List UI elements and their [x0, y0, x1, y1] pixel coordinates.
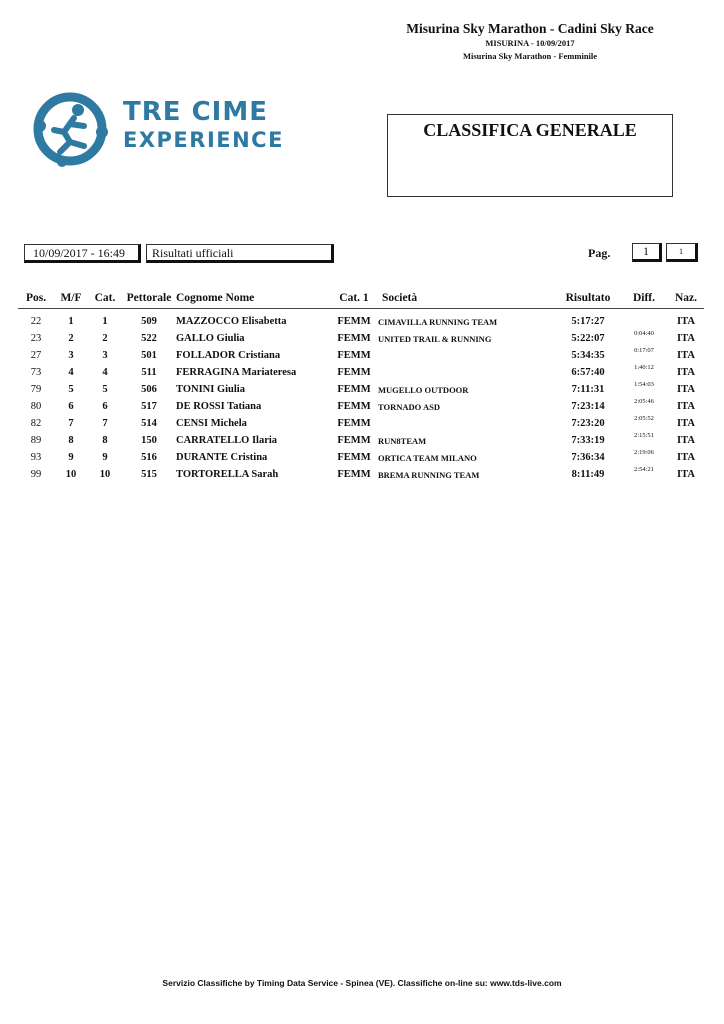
- runner-in-ring-icon: [30, 90, 112, 168]
- table-row: [18, 415, 704, 432]
- cell-diff: 0:17:07: [634, 347, 654, 354]
- cell-bib: 501: [141, 350, 157, 361]
- cell-mf: 7: [68, 418, 74, 429]
- logo-text-line1: TRE CIME: [123, 97, 268, 127]
- cell-cat: 6: [102, 401, 108, 412]
- header-diff: Diff.: [620, 288, 668, 309]
- cell-bib: 511: [141, 367, 157, 378]
- cell-result: 5:17:27: [571, 316, 605, 327]
- cell-team: UNITED TRAIL & RUNNING: [378, 333, 492, 344]
- cell-pos: 23: [30, 333, 42, 344]
- table-row: [18, 432, 704, 449]
- cell-pos: 27: [30, 350, 42, 361]
- cell-cat1: FEMM: [337, 401, 371, 412]
- cell-name: CARRATELLO Ilaria: [176, 435, 278, 446]
- cell-team: RUN8TEAM: [378, 435, 427, 446]
- cell-cat1: FEMM: [337, 384, 371, 395]
- cell-naz: ITA: [677, 401, 695, 412]
- cell-team: CIMAVILLA RUNNING TEAM: [378, 316, 498, 327]
- cell-name: DURANTE Cristina: [176, 452, 268, 463]
- cell-cat: 9: [102, 452, 108, 463]
- cell-result: 8:11:49: [571, 469, 605, 480]
- footer-credits: Servizio Classifiche by Timing Data Service - Spinea (VE). Classifiche on-line su: www.tds-live.com: [162, 978, 562, 988]
- cell-cat1: FEMM: [337, 316, 371, 327]
- cell-diff: 2:15:51: [634, 432, 654, 439]
- cell-bib: 509: [141, 316, 157, 327]
- results-table: [18, 288, 704, 483]
- cell-naz: ITA: [677, 333, 695, 344]
- cell-pos: 79: [30, 384, 42, 395]
- cell-name: TONINI Giulia: [176, 384, 245, 395]
- cell-mf: 9: [68, 452, 74, 463]
- cell-mf: 6: [68, 401, 74, 412]
- header-cat: Cat.: [88, 288, 122, 309]
- cell-team: [378, 347, 556, 364]
- table-row: [18, 381, 704, 398]
- cell-cat1: FEMM: [337, 435, 371, 446]
- cell-cat1: FEMM: [337, 418, 371, 429]
- cell-diff: 2:05:46: [634, 398, 654, 405]
- cell-pos: 99: [30, 469, 42, 480]
- cell-team: TORNADO ASD: [378, 401, 440, 412]
- status-box: Risultati ufficiali: [146, 244, 334, 263]
- cell-diff: 1:54:03: [634, 381, 654, 388]
- cell-cat: 8: [102, 435, 108, 446]
- table-row: [18, 309, 704, 331]
- cell-pos: 80: [30, 401, 42, 412]
- cell-cat: 5: [102, 384, 108, 395]
- cell-cat: 10: [99, 469, 111, 480]
- header-team: Società: [378, 288, 556, 309]
- cell-cat: 4: [102, 367, 108, 378]
- table-row: [18, 449, 704, 466]
- cell-naz: ITA: [677, 469, 695, 480]
- cell-mf: 4: [68, 367, 74, 378]
- tre-cime-logo: [30, 90, 290, 170]
- header-bib: Pettorale: [122, 288, 176, 309]
- cell-name: DE ROSSI Tatiana: [176, 401, 262, 412]
- header-mf: M/F: [54, 288, 88, 309]
- cell-name: CENSI Michela: [176, 418, 247, 429]
- cell-cat1: FEMM: [337, 350, 371, 361]
- cell-diff: [620, 309, 668, 331]
- cell-mf: 8: [68, 435, 74, 446]
- cell-result: 7:11:31: [571, 384, 605, 395]
- cell-mf: 10: [65, 469, 77, 480]
- cell-result: 7:23:20: [571, 418, 605, 429]
- table-row: [18, 330, 704, 347]
- cell-pos: 89: [30, 435, 42, 446]
- cell-name: GALLO Giulia: [176, 333, 245, 344]
- cell-result: 5:22:07: [571, 333, 605, 344]
- cell-mf: 1: [68, 316, 74, 327]
- cell-cat: 3: [102, 350, 108, 361]
- cell-result: 7:33:19: [571, 435, 605, 446]
- classifica-title: CLASSIFICA GENERALE: [423, 120, 637, 140]
- cell-naz: ITA: [677, 418, 695, 429]
- event-place-date: MISURINA - 10/09/2017: [485, 38, 575, 48]
- cell-bib: 514: [141, 418, 157, 429]
- cell-pos: 82: [30, 418, 42, 429]
- cell-cat: 7: [102, 418, 108, 429]
- table-header-row: [18, 288, 704, 309]
- cell-pos: 93: [30, 452, 42, 463]
- cell-pos: 22: [30, 316, 42, 327]
- datetime-box: 10/09/2017 - 16:49: [24, 244, 141, 263]
- cell-naz: ITA: [677, 384, 695, 395]
- cell-diff: 1:40:12: [634, 364, 654, 371]
- cell-diff: 2:05:52: [634, 415, 654, 422]
- race-category: Misurina Sky Marathon - Femminile: [462, 51, 598, 61]
- cell-bib: 517: [141, 401, 157, 412]
- header-cat1: Cat. 1: [330, 288, 378, 309]
- page-total: 1: [666, 243, 698, 262]
- cell-bib: 516: [141, 452, 157, 463]
- cell-naz: ITA: [677, 452, 695, 463]
- cell-cat1: FEMM: [337, 333, 371, 344]
- cell-mf: 3: [68, 350, 74, 361]
- cell-result: 6:57:40: [571, 367, 605, 378]
- cell-diff: 2:19:06: [634, 449, 654, 456]
- cell-cat1: FEMM: [337, 452, 371, 463]
- cell-result: 7:23:14: [571, 401, 605, 412]
- cell-naz: ITA: [677, 367, 695, 378]
- event-header: [360, 20, 700, 62]
- cell-bib: 150: [141, 435, 157, 446]
- logo-text-line2: EXPERIENCE: [123, 128, 284, 152]
- cell-bib: 506: [141, 384, 157, 395]
- cell-diff: 2:54:21: [634, 466, 654, 473]
- cell-cat1: FEMM: [337, 469, 371, 480]
- table-row: [18, 398, 704, 415]
- cell-cat: 2: [102, 333, 108, 344]
- header-pos: Pos.: [18, 288, 54, 309]
- cell-team: [378, 415, 556, 432]
- cell-naz: ITA: [677, 350, 695, 361]
- cell-diff: 0:04:40: [634, 330, 654, 337]
- cell-name: TORTORELLA Sarah: [176, 469, 279, 480]
- table-row: [18, 364, 704, 381]
- cell-mf: 5: [68, 384, 74, 395]
- cell-cat: 1: [102, 316, 108, 327]
- cell-name: FOLLADOR Cristiana: [176, 350, 281, 361]
- cell-name: FERRAGINA Mariateresa: [176, 367, 297, 378]
- event-title: Misurina Sky Marathon - Cadini Sky Race: [406, 21, 654, 36]
- cell-mf: 2: [68, 333, 74, 344]
- header-naz: Naz.: [668, 288, 704, 309]
- cell-cat1: FEMM: [337, 367, 371, 378]
- classifica-box: [387, 114, 673, 197]
- cell-naz: ITA: [677, 316, 695, 327]
- cell-bib: 515: [141, 469, 157, 480]
- cell-name: MAZZOCCO Elisabetta: [176, 316, 287, 327]
- cell-team: [378, 364, 556, 381]
- cell-team: BREMA RUNNING TEAM: [378, 469, 480, 480]
- page-label: Pag.: [588, 246, 611, 260]
- cell-naz: ITA: [677, 435, 695, 446]
- page-number: 1: [632, 243, 662, 262]
- cell-bib: 522: [141, 333, 157, 344]
- cell-result: 7:36:34: [571, 452, 605, 463]
- cell-result: 5:34:35: [571, 350, 605, 361]
- table-row: [18, 347, 704, 364]
- header-name: Cognome Nome: [176, 288, 330, 309]
- table-row: [18, 466, 704, 483]
- cell-team: ORTICA TEAM MILANO: [378, 452, 477, 463]
- cell-team: MUGELLO OUTDOOR: [378, 384, 469, 395]
- cell-pos: 73: [30, 367, 42, 378]
- header-result: Risultato: [556, 288, 620, 309]
